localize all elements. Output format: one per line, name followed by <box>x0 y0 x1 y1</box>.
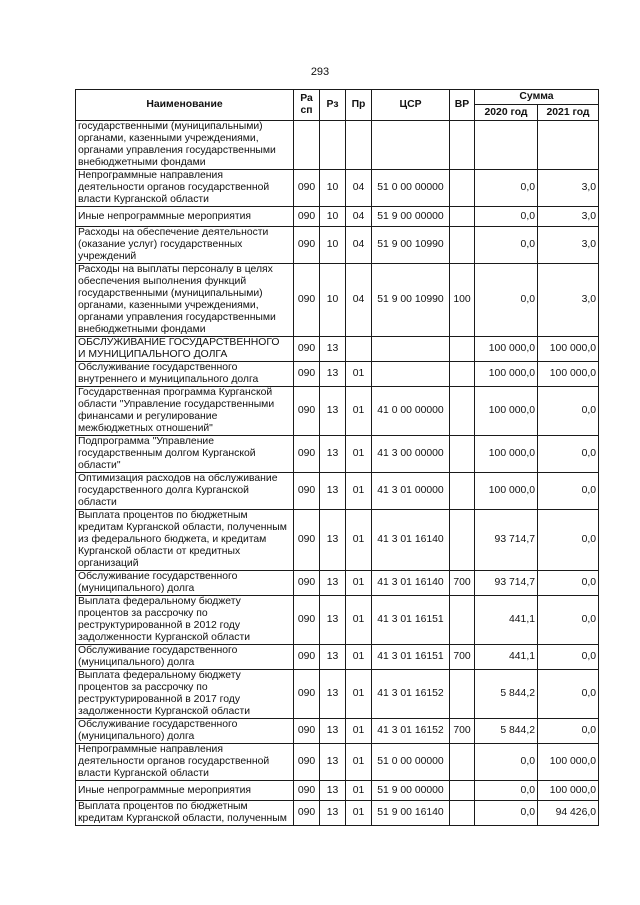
cell-csr <box>372 121 450 170</box>
cell-sum-2021: 3,0 <box>538 264 599 337</box>
cell-sum-2020: 0,0 <box>475 264 538 337</box>
cell-rz: 13 <box>320 670 346 719</box>
cell-vr <box>450 781 475 801</box>
table-row <box>76 801 599 826</box>
cell-sum-2021: 100 000,0 <box>538 337 599 362</box>
cell-vr <box>450 227 475 264</box>
cell-rz <box>320 121 346 170</box>
cell-rz: 10 <box>320 227 346 264</box>
cell-rz: 13 <box>320 744 346 781</box>
cell-rasp: 090 <box>294 264 320 337</box>
table-row <box>76 387 599 436</box>
header-name: Наименование <box>76 90 294 121</box>
cell-rz: 13 <box>320 781 346 801</box>
header-2020: 2020 год <box>475 105 538 121</box>
cell-rasp: 090 <box>294 473 320 510</box>
cell-rz: 13 <box>320 387 346 436</box>
cell-rz: 13 <box>320 645 346 670</box>
cell-pr: 01 <box>346 510 372 571</box>
cell-rasp: 090 <box>294 227 320 264</box>
header-pr: Пр <box>346 90 372 121</box>
cell-pr: 01 <box>346 781 372 801</box>
cell-rasp: 090 <box>294 670 320 719</box>
table-row <box>76 436 599 473</box>
cell-sum-2020: 100 000,0 <box>475 436 538 473</box>
cell-rz: 13 <box>320 436 346 473</box>
cell-sum-2021: 3,0 <box>538 227 599 264</box>
cell-csr: 41 3 01 16140 <box>372 571 450 596</box>
table-row <box>76 473 599 510</box>
cell-name: Оптимизация расходов на обслуживание государственного долга Курганской области <box>76 473 294 510</box>
cell-csr: 51 9 00 00000 <box>372 781 450 801</box>
cell-sum-2021: 0,0 <box>538 596 599 645</box>
cell-name: Обслуживание государственного (муниципального) долга <box>76 719 294 744</box>
cell-name: Выплата процентов по бюджетным кредитам Курганской области, полученным <box>76 801 294 826</box>
cell-csr: 41 3 01 16140 <box>372 510 450 571</box>
cell-name: Обслуживание государственного (муниципального) долга <box>76 645 294 670</box>
cell-rz: 13 <box>320 362 346 387</box>
header-rz: Рз <box>320 90 346 121</box>
cell-rasp: 090 <box>294 744 320 781</box>
cell-sum-2020: 0,0 <box>475 227 538 264</box>
cell-csr: 41 3 01 16151 <box>372 596 450 645</box>
cell-name: Государственная программа Курганской области "Управление государственными финансами и регулирование межбюджетных отношений" <box>76 387 294 436</box>
cell-vr <box>450 801 475 826</box>
cell-rz: 13 <box>320 571 346 596</box>
cell-sum-2021: 0,0 <box>538 436 599 473</box>
cell-rz: 13 <box>320 337 346 362</box>
cell-pr: 01 <box>346 744 372 781</box>
cell-sum-2021 <box>538 121 599 170</box>
cell-vr <box>450 387 475 436</box>
cell-vr: 700 <box>450 645 475 670</box>
budget-table <box>75 89 599 826</box>
table-row <box>76 744 599 781</box>
cell-sum-2020: 0,0 <box>475 801 538 826</box>
cell-rasp: 090 <box>294 571 320 596</box>
cell-pr: 04 <box>346 264 372 337</box>
table-row <box>76 781 599 801</box>
cell-rz: 10 <box>320 264 346 337</box>
cell-sum-2020: 0,0 <box>475 207 538 227</box>
cell-rasp: 090 <box>294 801 320 826</box>
table-row <box>76 645 599 670</box>
cell-vr <box>450 744 475 781</box>
cell-sum-2021: 0,0 <box>538 387 599 436</box>
cell-rasp: 090 <box>294 596 320 645</box>
table-row <box>76 362 599 387</box>
cell-sum-2020: 100 000,0 <box>475 362 538 387</box>
cell-sum-2020: 5 844,2 <box>475 670 538 719</box>
cell-csr <box>372 337 450 362</box>
cell-rasp: 090 <box>294 781 320 801</box>
table-row <box>76 596 599 645</box>
cell-vr <box>450 121 475 170</box>
cell-rasp: 090 <box>294 207 320 227</box>
cell-csr: 51 9 00 16140 <box>372 801 450 826</box>
cell-vr: 700 <box>450 719 475 744</box>
cell-vr <box>450 436 475 473</box>
cell-sum-2021: 0,0 <box>538 571 599 596</box>
cell-sum-2020: 0,0 <box>475 744 538 781</box>
cell-sum-2020: 100 000,0 <box>475 387 538 436</box>
cell-vr <box>450 473 475 510</box>
cell-name: Непрограммные направления деятельности органов государственной власти Курганской области <box>76 744 294 781</box>
cell-sum-2020: 93 714,7 <box>475 571 538 596</box>
cell-csr: 41 3 01 00000 <box>372 473 450 510</box>
cell-csr: 41 3 01 16152 <box>372 719 450 744</box>
cell-pr: 01 <box>346 387 372 436</box>
cell-rz: 13 <box>320 719 346 744</box>
cell-csr: 41 0 00 00000 <box>372 387 450 436</box>
table-row <box>76 227 599 264</box>
table-row <box>76 207 599 227</box>
cell-sum-2021: 3,0 <box>538 207 599 227</box>
cell-rasp: 090 <box>294 362 320 387</box>
cell-vr <box>450 207 475 227</box>
table-row <box>76 121 599 170</box>
cell-sum-2021: 0,0 <box>538 645 599 670</box>
cell-csr: 51 9 00 10990 <box>372 227 450 264</box>
page-number: 293 <box>310 66 330 78</box>
cell-rz: 10 <box>320 170 346 207</box>
cell-vr: 100 <box>450 264 475 337</box>
table-row <box>76 510 599 571</box>
cell-vr <box>450 170 475 207</box>
cell-csr: 51 9 00 10990 <box>372 264 450 337</box>
cell-pr: 01 <box>346 719 372 744</box>
cell-csr: 41 3 00 00000 <box>372 436 450 473</box>
cell-name: Расходы на выплаты персоналу в целях обеспечения выполнения функций государственными (муниципальными) органами, казенными учреждениями, органами управления государственными внебюджетными фондами <box>76 264 294 337</box>
header-csr: ЦСР <box>372 90 450 121</box>
cell-sum-2020: 100 000,0 <box>475 473 538 510</box>
table-row <box>76 670 599 719</box>
cell-pr: 01 <box>346 645 372 670</box>
cell-rasp: 090 <box>294 645 320 670</box>
cell-name: Расходы на обеспечение деятельности (оказание услуг) государственных учреждений <box>76 227 294 264</box>
cell-name: Обслуживание государственного внутреннего и муниципального долга <box>76 362 294 387</box>
table-row <box>76 719 599 744</box>
cell-sum-2021: 0,0 <box>538 510 599 571</box>
cell-csr: 51 9 00 00000 <box>372 207 450 227</box>
cell-sum-2021: 3,0 <box>538 170 599 207</box>
cell-pr <box>346 121 372 170</box>
cell-rz: 13 <box>320 596 346 645</box>
cell-pr: 01 <box>346 670 372 719</box>
cell-rz: 13 <box>320 510 346 571</box>
cell-vr <box>450 670 475 719</box>
cell-sum-2020: 441,1 <box>475 645 538 670</box>
cell-csr: 41 3 01 16151 <box>372 645 450 670</box>
cell-pr: 04 <box>346 207 372 227</box>
cell-pr: 01 <box>346 362 372 387</box>
cell-csr: 41 3 01 16152 <box>372 670 450 719</box>
cell-rz: 13 <box>320 473 346 510</box>
cell-pr: 01 <box>346 571 372 596</box>
cell-vr: 700 <box>450 571 475 596</box>
cell-name: Выплата федеральному бюджету процентов за рассрочку по реструктурированной в 2017 году задолженности Курганской области <box>76 670 294 719</box>
cell-pr: 01 <box>346 801 372 826</box>
cell-vr <box>450 510 475 571</box>
cell-name: ОБСЛУЖИВАНИЕ ГОСУДАРСТВЕННОГО И МУНИЦИПАЛЬНОГО ДОЛГА <box>76 337 294 362</box>
cell-pr: 01 <box>346 596 372 645</box>
cell-rasp: 090 <box>294 387 320 436</box>
cell-rz: 10 <box>320 207 346 227</box>
table-row <box>76 337 599 362</box>
cell-name: Выплата процентов по бюджетным кредитам Курганской области, полученным из федерального бюджета, и кредитам Курганской области от кредитных организаций <box>76 510 294 571</box>
cell-name: Иные непрограммные мероприятия <box>76 207 294 227</box>
cell-sum-2021: 0,0 <box>538 473 599 510</box>
header-sum: Сумма <box>475 90 599 105</box>
table-row <box>76 170 599 207</box>
cell-rasp: 090 <box>294 170 320 207</box>
cell-name: Подпрограмма "Управление государственным долгом Курганской области" <box>76 436 294 473</box>
cell-name: Обслуживание государственного (муниципального) долга <box>76 571 294 596</box>
cell-vr <box>450 362 475 387</box>
cell-rasp: 090 <box>294 436 320 473</box>
cell-name: Выплата федеральному бюджету процентов за рассрочку по реструктурированной в 2012 году задолженности Курганской области <box>76 596 294 645</box>
cell-pr <box>346 337 372 362</box>
cell-sum-2020: 441,1 <box>475 596 538 645</box>
cell-csr <box>372 362 450 387</box>
cell-sum-2021: 100 000,0 <box>538 781 599 801</box>
cell-rasp: 090 <box>294 337 320 362</box>
header-vr: ВР <box>450 90 475 121</box>
cell-sum-2021: 100 000,0 <box>538 362 599 387</box>
cell-name: Иные непрограммные мероприятия <box>76 781 294 801</box>
header-row <box>76 90 599 105</box>
cell-pr: 04 <box>346 227 372 264</box>
cell-sum-2020: 93 714,7 <box>475 510 538 571</box>
cell-csr: 51 0 00 00000 <box>372 744 450 781</box>
cell-pr: 01 <box>346 436 372 473</box>
cell-csr: 51 0 00 00000 <box>372 170 450 207</box>
cell-rasp <box>294 121 320 170</box>
table-row <box>76 571 599 596</box>
cell-vr <box>450 337 475 362</box>
cell-sum-2020: 100 000,0 <box>475 337 538 362</box>
cell-rz: 13 <box>320 801 346 826</box>
table-body <box>76 121 599 826</box>
cell-rasp: 090 <box>294 719 320 744</box>
cell-vr <box>450 596 475 645</box>
cell-pr: 01 <box>346 473 372 510</box>
header-2021: 2021 год <box>538 105 599 121</box>
cell-pr: 04 <box>346 170 372 207</box>
cell-sum-2021: 100 000,0 <box>538 744 599 781</box>
cell-name: государственными (муниципальными) органами, казенными учреждениями, органами управления государственными внебюджетными фондами <box>76 121 294 170</box>
cell-rasp: 090 <box>294 510 320 571</box>
cell-sum-2020: 0,0 <box>475 781 538 801</box>
table-row <box>76 264 599 337</box>
cell-sum-2020: 5 844,2 <box>475 719 538 744</box>
cell-sum-2020: 0,0 <box>475 170 538 207</box>
cell-sum-2021: 94 426,0 <box>538 801 599 826</box>
cell-sum-2021: 0,0 <box>538 719 599 744</box>
cell-sum-2021: 0,0 <box>538 670 599 719</box>
header-rasp: Ра сп <box>294 90 320 121</box>
cell-sum-2020 <box>475 121 538 170</box>
cell-name: Непрограммные направления деятельности органов государственной власти Курганской области <box>76 170 294 207</box>
